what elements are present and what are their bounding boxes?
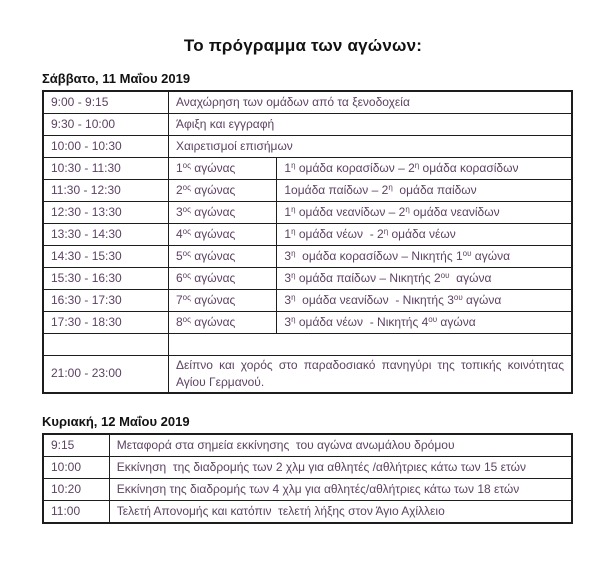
cell-text: 13:30 - 14:30	[51, 227, 122, 242]
cell-text: 3	[284, 315, 292, 330]
match-label-cell	[168, 202, 276, 224]
cell-text: 10:20	[51, 481, 82, 496]
cell-text: 5	[175, 249, 183, 264]
cell-text: αγώνα	[462, 293, 502, 308]
cell-text: 11:00	[51, 503, 81, 518]
event-cell	[109, 478, 572, 500]
time-cell	[43, 224, 168, 246]
schedule-row	[43, 290, 572, 312]
cell-text: αγώνας	[190, 271, 236, 286]
event-cell	[168, 91, 572, 114]
event-cell	[109, 500, 572, 523]
ordinal-superscript: η	[291, 249, 296, 259]
cell-text: 15:30 - 16:30	[51, 271, 122, 286]
cell-text: αγώνα	[437, 315, 476, 330]
event-cell	[277, 268, 572, 290]
time-cell	[43, 356, 168, 393]
ordinal-superscript: η	[291, 271, 296, 281]
event-cell	[277, 290, 572, 312]
ordinal-superscript: ος	[182, 183, 191, 193]
time-cell	[43, 136, 168, 158]
cell-text: Μεταφορά στα σημεία εκκίνησης του αγώνα ανωμάλου δρόμου	[116, 437, 455, 452]
cell-text: 1	[175, 161, 183, 176]
cell-text: 9:00 - 9:15	[51, 95, 109, 110]
schedule-row	[43, 158, 572, 180]
ordinal-superscript: η	[291, 293, 296, 303]
ordinal-superscript: ου	[428, 315, 438, 325]
cell-text: 7	[175, 293, 183, 308]
event-cell	[277, 158, 572, 180]
ordinal-superscript: ος	[182, 161, 191, 171]
event-cell	[168, 114, 572, 136]
cell-text: ομάδα νεανίδων – 2	[295, 205, 406, 220]
schedule-table-saturday	[42, 90, 573, 394]
cell-text: αγώνας	[190, 249, 236, 264]
schedule-row	[43, 268, 572, 290]
cell-text: Άφιξη και εγγραφή	[175, 117, 275, 132]
cell-text: 6	[175, 271, 183, 286]
day-section-sunday	[42, 414, 573, 524]
cell-text: αγώνας	[190, 227, 236, 242]
cell-text: 1	[284, 205, 292, 220]
cell-text: 17:30 - 18:30	[51, 315, 122, 330]
schedule-row	[43, 136, 572, 158]
cell-text: ομάδα νέων - 2	[295, 227, 384, 242]
event-cell	[277, 246, 572, 268]
cell-text: 3	[284, 271, 292, 286]
match-label-cell	[168, 224, 276, 246]
cell-text: Χαιρετισμοί επισήμων	[175, 139, 293, 154]
content-area	[42, 71, 573, 524]
day-heading: Σάββατο, 11 Μαΐου 2019	[42, 71, 191, 86]
schedule-table-sunday	[42, 433, 573, 524]
time-cell	[43, 312, 168, 334]
cell-text: 14:30 - 15:30	[51, 249, 122, 264]
cell-text: 9:15	[51, 437, 75, 452]
match-label-cell	[168, 268, 276, 290]
day-section-saturday	[42, 71, 573, 394]
cell-text: 3	[175, 205, 183, 220]
cell-text: ομάδα νέων - Νικητής 4	[295, 315, 429, 330]
cell-text: ομάδα κορασίδων – Νικητής 1	[295, 249, 463, 264]
schedule-row	[43, 114, 572, 136]
schedule-row	[43, 356, 572, 393]
event-cell	[168, 356, 572, 393]
event-cell	[168, 136, 572, 158]
cell-text: αγώνας	[190, 293, 236, 308]
cell-text: 12:30 - 13:30	[51, 205, 122, 220]
empty-event-cell	[168, 334, 572, 356]
ordinal-superscript: ος	[182, 227, 191, 237]
time-cell	[43, 500, 109, 523]
cell-text: ομάδα κορασίδων	[419, 161, 519, 176]
ordinal-superscript: η	[383, 227, 389, 237]
cell-text: ομάδα παίδων	[392, 183, 477, 198]
cell-text: 1	[284, 227, 292, 242]
cell-text: 10:30 - 11:30	[51, 161, 121, 176]
cell-text: 2	[175, 183, 183, 198]
ordinal-superscript: η	[291, 205, 296, 215]
cell-text: 9:30 - 10:00	[51, 117, 116, 132]
cell-text: 1	[284, 161, 292, 176]
ordinal-superscript: η	[291, 227, 296, 237]
ordinal-superscript: ος	[182, 249, 191, 259]
time-cell	[43, 290, 168, 312]
cell-text: αγώνα	[449, 271, 492, 286]
event-cell	[109, 434, 572, 457]
cell-text: Εκκίνηση της διαδρομής των 2 χλμ για αθλητές /αθλήτριες κάτω των 15 ετών	[116, 459, 526, 474]
event-cell	[109, 456, 572, 478]
cell-text: 10:00 - 10:30	[51, 139, 122, 154]
cell-text: 3	[284, 249, 292, 264]
cell-text: 8	[175, 315, 183, 330]
time-cell	[43, 246, 168, 268]
ordinal-superscript: η	[291, 315, 296, 325]
cell-text: Τελετή Απονομής και κατόπιν τελετή λήξης στον Άγιο Αχίλλειο	[116, 503, 445, 518]
time-cell	[43, 268, 168, 290]
cell-text: 21:00 - 23:00	[51, 366, 122, 381]
cell-text: ομάδα νεανίδων - Νικητής 3	[295, 293, 454, 308]
schedule-row	[43, 224, 572, 246]
cell-text: ομάδα νεανίδων	[409, 205, 500, 220]
ordinal-superscript: η	[414, 161, 420, 171]
ordinal-superscript: ου	[440, 271, 450, 281]
time-cell	[43, 180, 168, 202]
cell-text: 3	[284, 293, 292, 308]
day-heading: Κυριακή, 12 Μαΐου 2019	[42, 413, 190, 429]
time-cell	[43, 114, 168, 136]
ordinal-superscript: ου	[453, 293, 463, 303]
cell-text: ομάδα παίδων – Νικητής 2	[295, 271, 441, 286]
schedule-row	[43, 456, 572, 478]
cell-text: Αναχώρηση των ομάδων από τα ξενοδοχεία	[175, 95, 410, 110]
match-label-cell	[168, 158, 276, 180]
time-cell	[43, 202, 168, 224]
cell-text: αγώνας	[190, 315, 236, 330]
time-cell	[43, 456, 109, 478]
schedule-row	[43, 312, 572, 334]
event-cell	[277, 202, 572, 224]
cell-text: 1ομάδα παίδων – 2	[284, 183, 389, 198]
time-cell	[43, 434, 109, 457]
cell-text: αγώνας	[190, 183, 236, 198]
match-label-cell	[168, 290, 276, 312]
event-cell	[277, 224, 572, 246]
cell-text: ομάδα κορασίδων – 2	[295, 161, 415, 176]
schedule-row	[43, 246, 572, 268]
time-cell	[43, 158, 168, 180]
ordinal-superscript: η	[291, 161, 296, 171]
cell-text: αγώνα	[471, 249, 511, 264]
schedule-row	[43, 478, 572, 500]
ordinal-superscript: η	[405, 205, 410, 215]
ordinal-superscript: ου	[462, 249, 472, 259]
cell-text: 16:30 - 17:30	[51, 293, 122, 308]
schedule-row	[43, 91, 572, 114]
schedule-row	[43, 434, 572, 457]
cell-text: αγώνας	[190, 205, 236, 220]
match-label-cell	[168, 180, 276, 202]
ordinal-superscript: ος	[182, 315, 191, 325]
schedule-row	[43, 500, 572, 523]
schedule-row	[43, 180, 572, 202]
cell-text: 11:30 - 12:30	[51, 183, 121, 198]
match-label-cell	[168, 246, 276, 268]
empty-time-cell	[43, 334, 168, 356]
cell-text: Εκκίνηση της διαδρομής των 4 χλμ για αθλητές/αθλήτριες κάτω των 18 ετών	[116, 481, 520, 496]
time-cell	[43, 478, 109, 500]
match-label-cell	[168, 312, 276, 334]
cell-text: 10:00	[51, 459, 82, 474]
schedule-row	[43, 334, 572, 356]
ordinal-superscript: η	[388, 183, 393, 193]
event-cell	[277, 180, 572, 202]
cell-text: ομάδα νέων	[388, 227, 456, 242]
cell-text: 4	[175, 227, 183, 242]
cell-text: αγώνας	[190, 161, 236, 176]
ordinal-superscript: ος	[182, 271, 191, 281]
event-cell	[277, 312, 572, 334]
schedule-row	[43, 202, 572, 224]
cell-text: Δείπνο και χορός στο παραδοσιακό πανηγύρι της τοπικής κοινότητας Αγίου Γερμανού.	[175, 358, 564, 389]
ordinal-superscript: ος	[182, 293, 191, 303]
page-title: Το πρόγραμμα των αγώνων:	[183, 36, 423, 55]
ordinal-superscript: ος	[182, 205, 191, 215]
time-cell	[43, 91, 168, 114]
